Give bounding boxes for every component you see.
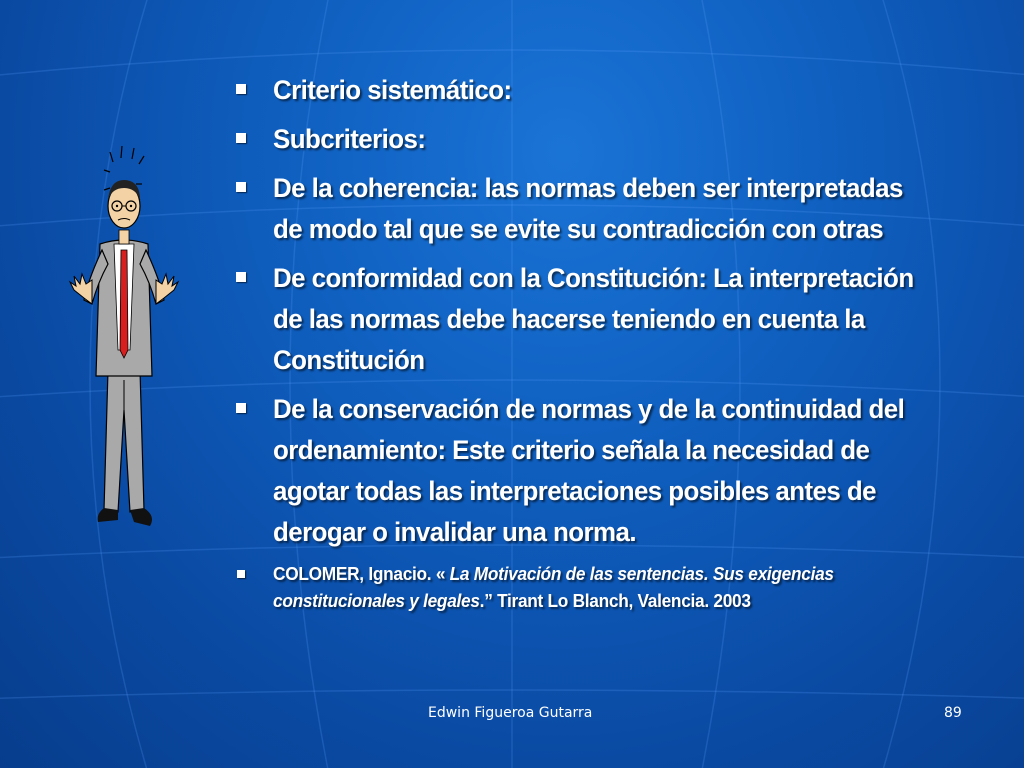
- bullet-square-icon: [236, 84, 246, 94]
- confused-man-illustration: [64, 140, 184, 545]
- bullet-square-icon: [236, 182, 246, 192]
- bullet-text: De conformidad con la Constitución: La interpretación de las normas debe hacerse teniendo en cuenta la Constitución: [273, 263, 914, 375]
- reference-suffix: .” Tirant Lo Blanch, Valencia. 2003: [479, 591, 751, 611]
- bullet-text: De la conservación de normas y de la continuidad del ordenamiento: Este criterio señala la necesidad de agotar todas las interpretaciones posibles antes de derogar o invalidar una norma.: [273, 394, 905, 547]
- bullet-text: Criterio sistemático:: [273, 75, 512, 105]
- bullet-square-icon: [236, 272, 246, 282]
- reference-prefix: COLOMER, Ignacio. «: [273, 564, 450, 584]
- bullet-text: Subcriterios:: [273, 124, 426, 154]
- reference-item: [232, 559, 962, 615]
- bullet-square-icon: [236, 133, 246, 143]
- bullet-item: [232, 258, 962, 381]
- reference-title: La Motivación de las sentencias. Sus exigencias constitucionales y legales: [273, 564, 834, 611]
- slide-number: 89: [944, 705, 962, 721]
- bullet-text: De la coherencia: las normas deben ser interpretadas de modo tal que se evite su contradicción con otras: [273, 173, 903, 244]
- bullet-item: [232, 70, 962, 111]
- footer-author: Edwin Figueroa Gutarra: [428, 705, 593, 721]
- bullet-list: [232, 70, 962, 615]
- bullet-square-icon: [237, 570, 245, 578]
- bullet-item: [232, 168, 962, 250]
- reference-text: [273, 561, 934, 615]
- bullet-item: [232, 389, 962, 553]
- bullet-square-icon: [236, 403, 246, 413]
- bullet-item: [232, 119, 962, 160]
